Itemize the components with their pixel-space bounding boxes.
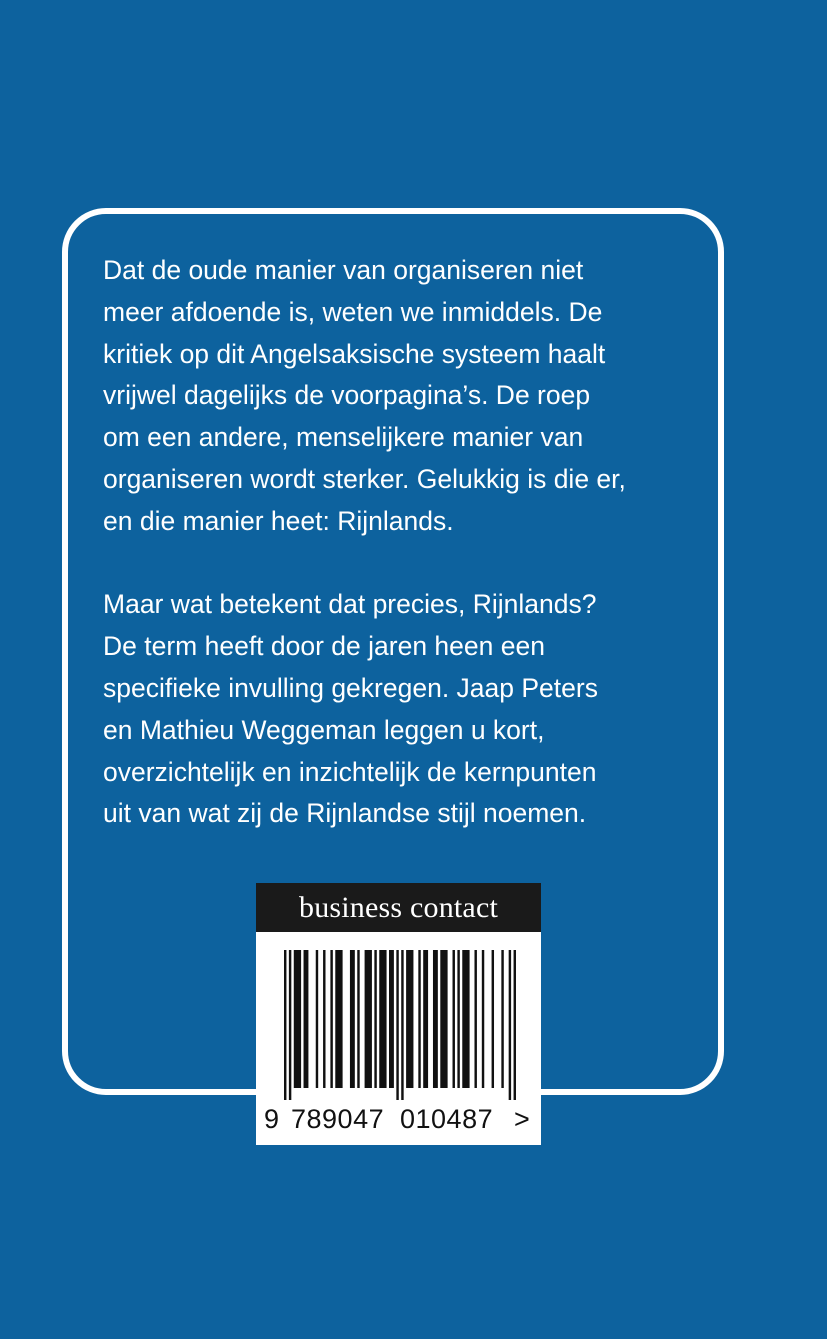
publisher-logo: business contact bbox=[256, 883, 541, 932]
barcode-bar bbox=[406, 950, 413, 1088]
barcode-bar bbox=[457, 950, 459, 1088]
isbn-right-group: 010487 bbox=[400, 1104, 494, 1134]
barcode-bar bbox=[474, 950, 476, 1088]
barcode-bar bbox=[294, 950, 301, 1088]
isbn-number bbox=[256, 1099, 541, 1139]
barcode-icon bbox=[284, 950, 516, 1100]
barcode-bar bbox=[418, 950, 420, 1088]
barcode-bar bbox=[365, 950, 372, 1088]
barcode-bar bbox=[482, 950, 484, 1088]
barcode-bar bbox=[304, 950, 309, 1088]
quiet-zone-marker: > bbox=[514, 1104, 530, 1134]
barcode-bar bbox=[357, 950, 359, 1088]
barcode-bar bbox=[462, 950, 469, 1088]
barcode-bar bbox=[323, 950, 325, 1088]
barcode-bar bbox=[396, 950, 398, 1100]
isbn-left-group: 789047 bbox=[291, 1104, 385, 1134]
barcode-bar bbox=[509, 950, 511, 1100]
barcode-bar bbox=[335, 950, 342, 1088]
isbn-lead-digit: 9 bbox=[264, 1104, 280, 1134]
barcode-bar bbox=[440, 950, 447, 1088]
barcode-bar bbox=[453, 950, 455, 1088]
blurb-paragraph-1: Dat de oude manier van organiseren niet meer afdoende is, weten we inmiddels. De kritiek op dit Angelsaksische systeem haalt vrijwel dagelijks de voorpagina’s. De roep om een andere, menselijkere manier van organiseren wordt sterker. Gelukkig is die er, en die manier heet: Rijnlands. bbox=[103, 255, 626, 536]
isbn-barcode-block bbox=[256, 883, 541, 1145]
barcode-bar bbox=[433, 950, 438, 1088]
barcode-bar bbox=[501, 950, 503, 1088]
barcode-bar bbox=[374, 950, 376, 1088]
barcode-bar bbox=[423, 950, 428, 1088]
barcode-bar bbox=[401, 950, 403, 1100]
barcode-bar bbox=[330, 950, 332, 1088]
barcode-bar bbox=[379, 950, 386, 1088]
back-cover-blurb bbox=[103, 250, 723, 835]
barcode-bar bbox=[350, 950, 355, 1088]
barcode-bar bbox=[389, 950, 394, 1088]
barcode-bar bbox=[316, 950, 318, 1088]
barcode-bar bbox=[514, 950, 516, 1100]
barcode-bar bbox=[289, 950, 291, 1100]
barcode-bar bbox=[284, 950, 286, 1100]
barcode-bar bbox=[492, 950, 494, 1088]
blurb-paragraph-2: Maar wat betekent dat precies, Rijnlands? De term heeft door de jaren heen een specifieke invulling gekregen. Jaap Peters en Mathieu Weggeman leggen u kort, overzichtelijk en inzichtelijk de kernpunten uit van wat zij de Rijnlandse stijl noemen. bbox=[103, 589, 598, 829]
